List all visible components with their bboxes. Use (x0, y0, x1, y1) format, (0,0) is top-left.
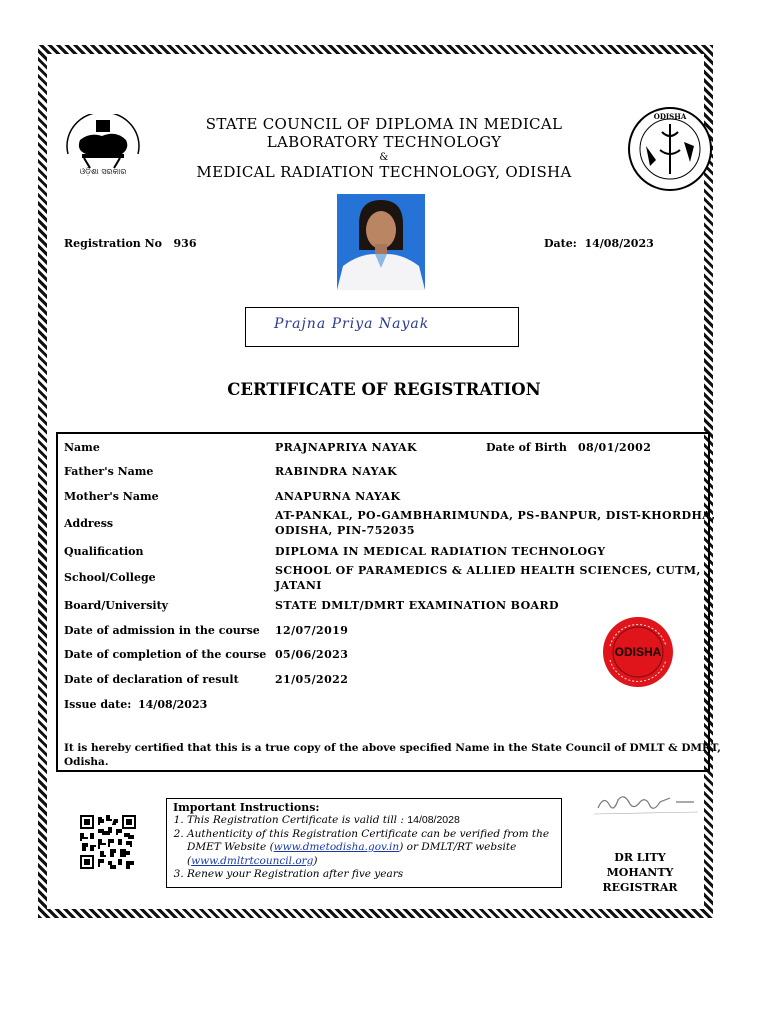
dmlt-website-link[interactable]: www.dmltrtcouncil.org (191, 854, 314, 867)
header-line-3: MEDICAL RADIATION TECHNOLOGY, ODISHA (196, 163, 572, 181)
authenticity-text-b: DMET Website ( (187, 841, 274, 853)
validity-date: 14/08/2028 (407, 814, 460, 826)
council-seal-icon (626, 106, 714, 192)
dmet-website-link[interactable]: www.dmetodisha.gov.in (273, 841, 400, 853)
candidate-signature-box (245, 307, 519, 347)
address-value-line2: ODISHA, PIN-752035 (275, 524, 415, 537)
mother-value: ANAPURNA NAYAK (275, 490, 401, 503)
issue-date-top (544, 237, 654, 250)
name-value: PRAJNAPRIYA NAYAK (275, 441, 417, 454)
emblem-caption: ଓଡ଼ିଶା ସରକାର (79, 167, 127, 176)
date-label: Date: (544, 237, 577, 250)
registrar-name-line-1: DR LITY (614, 851, 666, 864)
authenticity-text-e: ) (313, 854, 318, 867)
important-instructions (166, 798, 562, 888)
school-value-line2: JATANI (275, 579, 322, 592)
name-label: Name (64, 441, 100, 454)
completion-label: Date of completion of the course (64, 648, 267, 661)
mother-label: Mother's Name (64, 490, 159, 503)
address-label: Address (64, 517, 114, 530)
dob-value: 08/01/2002 (578, 441, 652, 454)
authenticity-text-a: Authenticity of this Registration Certificate can be verified from the (187, 827, 550, 840)
authenticity-text-c: ) or DMLT/RT website (399, 841, 517, 853)
address-value-line1: AT-PANKAL, PO-GAMBHARIMUNDA, PS-BANPUR, DIST-KHORDHA, (275, 509, 716, 522)
issue-date-label: Issue date: (64, 698, 132, 711)
instruction-authenticity (187, 828, 555, 869)
validity-text: This Registration Certificate is valid till : (187, 814, 404, 826)
instruction-renewal: 3. Renew your Registration after five years (187, 868, 555, 882)
certificate-title: CERTIFICATE OF REGISTRATION (227, 380, 541, 399)
authenticity-text-d: ( (187, 854, 192, 867)
school-value-line1: SCHOOL OF PARAMEDICS & ALLIED HEALTH SCIENCES, CUTM, (275, 564, 701, 577)
school-label: School/College (64, 571, 156, 584)
issue-date-value: 14/08/2023 (138, 698, 208, 711)
registrar-role: REGISTRAR (602, 881, 678, 894)
registrar-signature (590, 788, 700, 818)
admission-label: Date of admission in the course (64, 624, 260, 637)
instructions-title: Important Instructions: (173, 801, 320, 814)
declaration-value: 21/05/2022 (275, 673, 349, 686)
stamp-text: ODISHA (614, 645, 662, 659)
registration-label: Registration No (64, 237, 163, 250)
candidate-photo (337, 194, 425, 290)
dob-label: Date of Birth (486, 441, 567, 454)
completion-value: 05/06/2023 (275, 648, 349, 661)
odisha-government-emblem-icon (62, 114, 144, 180)
father-label: Father's Name (64, 465, 154, 478)
instruction-validity (187, 814, 555, 828)
certification-line-1: It is hereby certified that this is a true copy of the above specified Name in the State Council of DMLT & DMRT, (64, 742, 721, 754)
header-ampersand: & (379, 152, 389, 163)
father-value: RABINDRA NAYAK (275, 465, 398, 478)
council-stamp (598, 616, 678, 688)
registration-number (64, 237, 197, 250)
header-line-1: STATE COUNCIL OF DIPLOMA IN MEDICAL (205, 115, 563, 133)
qr-code-icon[interactable] (80, 815, 136, 869)
board-value: STATE DMLT/DMRT EXAMINATION BOARD (275, 599, 559, 612)
registration-value: 936 (173, 237, 197, 250)
qualification-value: DIPLOMA IN MEDICAL RADIATION TECHNOLOGY (275, 545, 606, 558)
registrar-name-line-2: MOHANTY (606, 866, 674, 879)
date-value: 14/08/2023 (584, 237, 654, 250)
declaration-label: Date of declaration of result (64, 673, 239, 686)
header-line-2: LABORATORY TECHNOLOGY (266, 133, 502, 151)
board-label: Board/University (64, 599, 169, 612)
candidate-signature: Prajna Priya Nayak (274, 316, 430, 332)
qualification-label: Qualification (64, 545, 144, 558)
admission-value: 12/07/2019 (275, 624, 349, 637)
seal-text: ODISHA (653, 112, 687, 121)
certification-line-2: Odisha. (64, 756, 109, 768)
